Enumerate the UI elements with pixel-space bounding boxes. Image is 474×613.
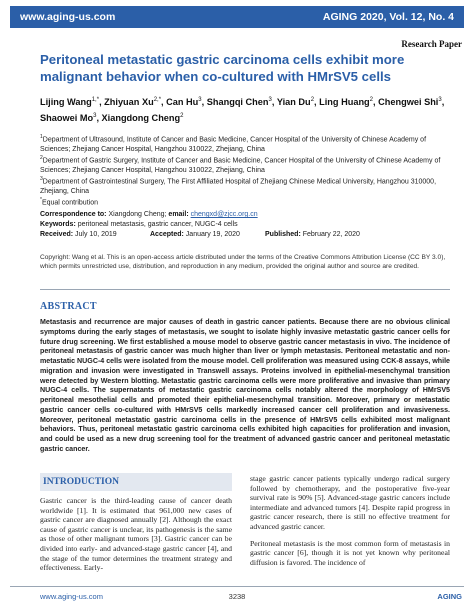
affiliation-mark: 2 [40, 155, 43, 162]
author-name: Chengwei Shi$^3$ [378, 97, 442, 108]
intro-paragraph: Peritoneal metastasis is the most common form of metastasis in gastric cancer [6], though it is not yet known why peritoneal diffusion is favored. The incidence of [250, 538, 450, 567]
affiliation-item: $^2$Department of Gastric Surgery, Institute of Cancer and Basic Medicine, Cancer Hospital of the University of Chinese Academy of Sciences; Zhejiang Cancer Hospital, Hangzhou 310022, Zhejiang, China [40, 155, 441, 174]
correspondence-line [40, 210, 450, 220]
affiliation-item: $^3$Department of Gastrointestinal Surgery, The First Affiliated Hospital of Zhejiang Chinese Medical University, Hangzhou 310000, Zhejiang, China [40, 176, 437, 196]
article-meta [40, 210, 450, 240]
author-affiliation-mark: 3 [438, 97, 442, 103]
published-date: February 22, 2020 [302, 231, 360, 238]
affiliation-mark: 1 [40, 134, 43, 140]
author-name: Lijing Wang$^{1,*}$ [40, 97, 100, 108]
author-name: Shangqi Chen$^3$ [206, 97, 272, 108]
keywords-label: Keywords: [40, 221, 76, 228]
dates-line [40, 230, 450, 240]
author-name: Shaowei Mo$^3$ [40, 113, 97, 124]
author-list: Lijing Wang$^{1,*}$, Zhiyuan $Xu^{2,*}$, Can Hu$^3$, Shangqi Chen$^3$, Yian Du$^2$, Ling Huang$^2$, Chengwei Shi$^3$, Shaowei Mo$^3$, Xiangdong Cheng$^2$ [40, 97, 445, 124]
received-date: July 10, 2019 [75, 231, 117, 238]
paper-title: Peritoneal metastatic gastric carcinoma cells exhibit more malignant behavior when co-cultured with HMrSV5 cells [40, 52, 405, 84]
introduction-heading: INTRODUCTION [40, 473, 232, 491]
intro-paragraph: stage gastric cancer patients typically undergo radical surgery followed by chemotherapy, and the postoperative five-year survival rate is 90% [5]. Advanced-stage gastric cancers include intermediate and advanced tumors [4]. Despite rapid progress in gastric cancer research, there is still no effective treatment for advanced gastric cancer. [250, 474, 450, 531]
published-label: Published: [265, 231, 301, 238]
footer-site[interactable]: www.aging-us.com [40, 592, 103, 601]
keywords-line [40, 220, 450, 230]
affiliations [40, 133, 450, 208]
author-name: Yian Du$^2$ [276, 97, 315, 108]
header-site[interactable]: www.aging-us.com [20, 11, 116, 23]
intro-left-column [40, 496, 232, 580]
email-label: email: [168, 211, 189, 218]
author-affiliation-mark: 2 [310, 97, 315, 103]
page-number: 3238 [228, 592, 246, 601]
author-affiliation-mark: 3 [268, 97, 272, 103]
abstract-heading: ABSTRACT [40, 301, 97, 312]
author-affiliation-mark: 2 [180, 113, 184, 120]
intro-right-column [250, 474, 450, 574]
author-name: Ling Huang$^2$ [319, 97, 374, 108]
author-name: Xiangdong Cheng$^2$ [101, 113, 184, 124]
accepted-date: January 19, 2020 [185, 231, 240, 238]
correspondence-email[interactable]: chengxd@zjcc.org.cn [190, 211, 258, 218]
journal-header-bar [10, 6, 464, 28]
paper-type: Research Paper [401, 39, 462, 49]
author-affiliation-mark: 3 [198, 97, 202, 103]
keywords-value: peritoneal metastasis, gastric cancer, NUGC-4 cells [77, 221, 238, 228]
copyright-notice: Copyright: Wang et al. This is an open-access article distributed under the terms of the Creative Commons Attribution License (CC BY 3.0), which permits unrestricted use, distribution, and reproduction in any medium, provided the original author and source are credited. [40, 254, 446, 271]
author-affiliation-mark: 3 [93, 113, 97, 120]
footer-divider [10, 586, 464, 587]
author-name: Can Hu$^3$ [166, 97, 202, 108]
header-journal-ref: AGING 2020, Vol. 12, No. 4 [322, 11, 454, 23]
divider [40, 289, 450, 290]
intro-paragraph: Gastric cancer is the third-leading cause of cancer death worldwide [1]. It is estimated that 961,000 new cases of gastric cancer are diagnosed annually [2]. Although the exact cause of gastric cancer is unclear, its pathogenesis is the same as those of other malignant tumors [3]. Gastric cancer can be divided into early- and advanced-stage gastric cancer [4], and the stage of the tumor determines the treatment strategy and effectiveness. Early- [40, 496, 232, 573]
received-label: Received: [40, 231, 74, 238]
accepted-label: Accepted: [150, 231, 184, 238]
affiliation-item: *Equal contribution [40, 197, 98, 207]
affiliation-mark: 3 [40, 176, 43, 183]
correspondence-label: Correspondence to: [40, 211, 107, 218]
author-affiliation-mark: 2,* [153, 97, 162, 103]
correspondence-name: Xiangdong Cheng; [108, 211, 167, 218]
abstract-text: Metastasis and recurrence are major causes of death in gastric cancer patients. Because there are no obvious clinical symptoms during the early stages of metastasis, we sought to isolate highly invasive metastatic gastric cancer cells for future drug screening. We first established a mouse model to observe gastric cancer metastasis in vivo. The incidence of peritoneal metastasis of gastric cancer was much higher than liver or lymph metastasis. Peritoneal metastatic and non-metastatic NUGC-4 cells were isolated from the mouse model. Cell proliferation was measured using CCK-8 assays, while migration and invasion were investigated in Transwell assays. Proteins involved in epithelial-mesenchymal transition were detected by Western blotting. Metastatic gastric carcinoma cells were more proliferative and invasive than primary NUGC-4 cells. The supernatants of metastatic gastric carcinoma cells notably altered the morphology of HMrSV5 peritoneal mesothelial cells and promoted their epithelial-mesenchymal transition. Moreover, primary or metastatic gastric cancer cells co-cultured with HMrSV5 cells markedly increased cancer cell proliferation and invasiveness. Moreover, peritoneal metastatic gastric carcinoma cells in the presence of HMrSV5 cells exhibited most malignant behaviors. Thus, peritoneal metastatic gastric carcinoma cells exhibited high capacities for proliferation and invasion, and could be used as a new drug screening tool for the treatment of advanced gastric cancer and peritoneal metastatic gastric cancer. [40, 318, 450, 453]
author-name: Zhiyuan $Xu^{2,*}$ [104, 97, 162, 108]
author-affiliation-mark: 1,* [91, 97, 100, 103]
footer-journal: AGING [437, 592, 462, 601]
author-affiliation-mark: 2 [369, 97, 374, 103]
affiliation-mark: * [40, 197, 42, 204]
affiliation-item: $^1$Department of Ultrasound, Institute of Cancer and Basic Medicine, Cancer Hospital of the University of Chinese Academy of Sciences; Zhejiang Cancer Hospital, Hangzhou 310022, Zhejiang, China [40, 134, 427, 153]
